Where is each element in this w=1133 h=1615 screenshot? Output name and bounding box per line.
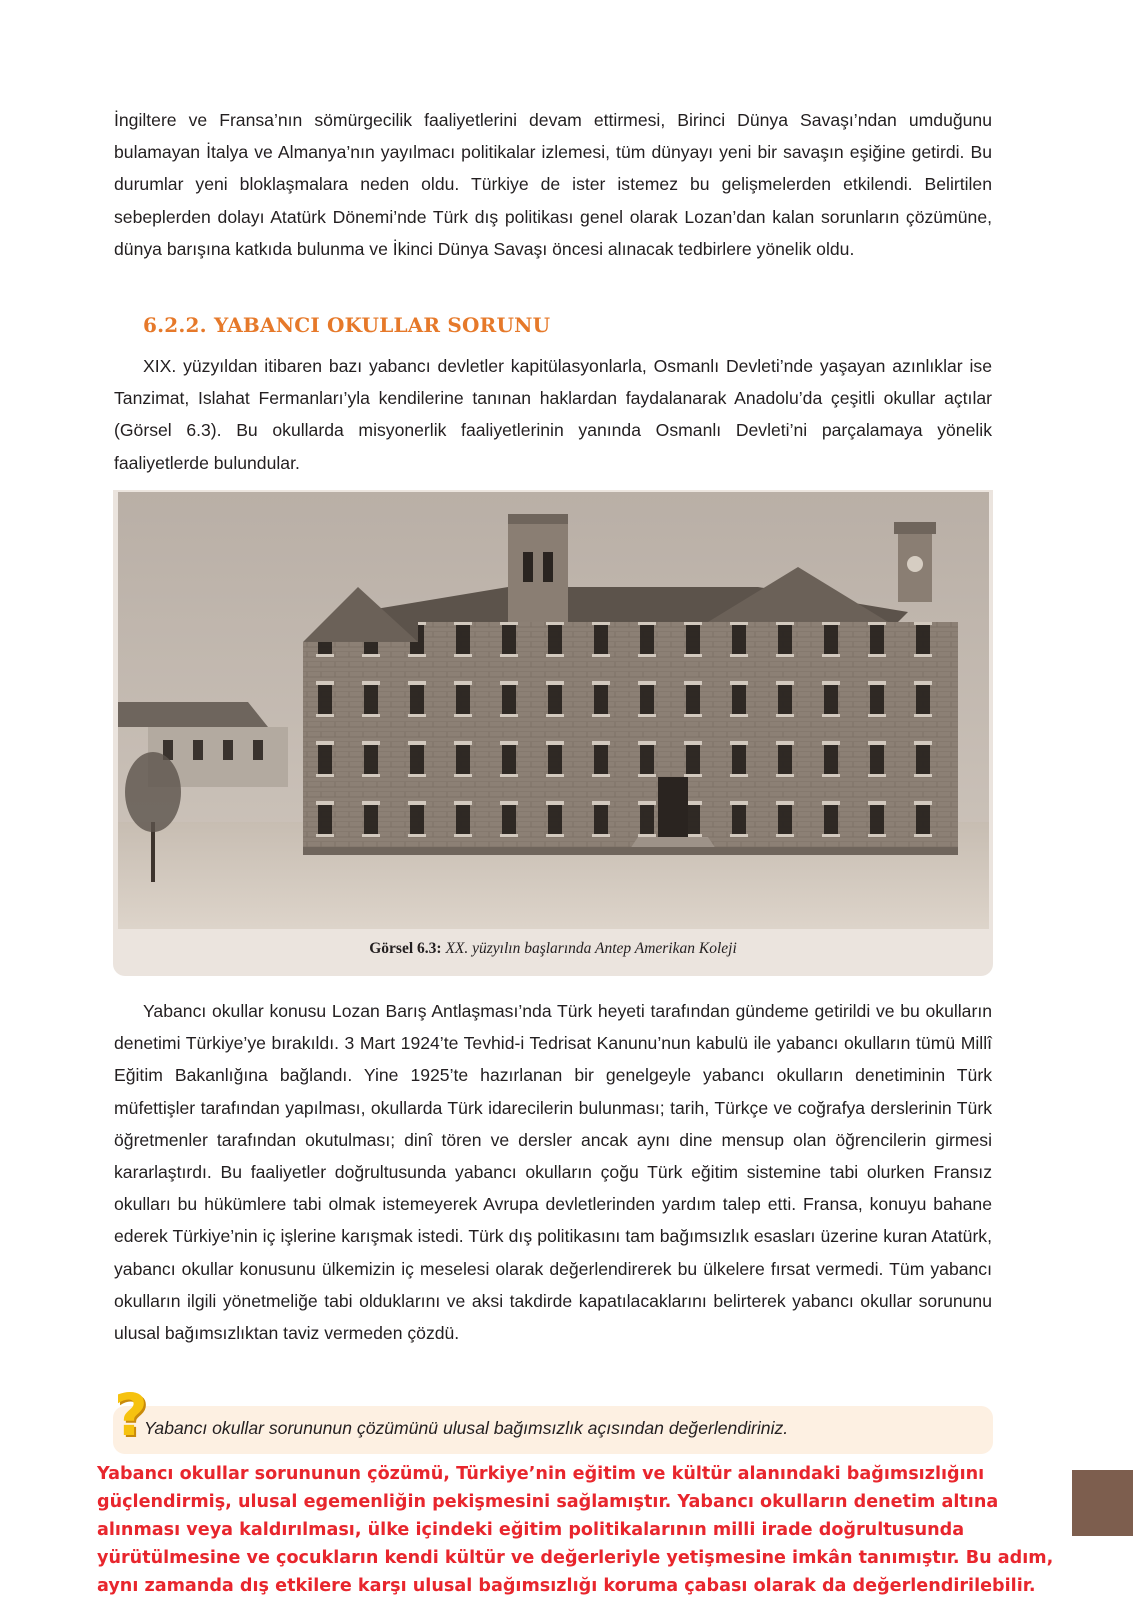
figure-caption-text: XX. yüzyılın başlarında Antep Amerikan Koleji <box>445 940 737 957</box>
question-mark-icon: ? <box>114 1381 148 1449</box>
question-text: Yabancı okullar sorununun çözümünü ulusal bağımsızlık açısından değerlendiriniz. <box>144 1418 789 1438</box>
paragraph-intro: İngiltere ve Fransa’nın sömürgecilik faaliyetlerini devam ettirmesi, Birinci Dünya Savaşı’ndan umduğunu bulamayan İtalya ve Almanya’nın yayılmacı politikalar izlemesi, tüm dünyayı yeni bir savaşın eşiğine getirdi. Bu durumlar yeni bloklaşmalara neden oldu. Türkiye de ister istemez bu gelişmelerden etkilendi. Belirtilen sebeplerden dolayı Atatürk Dönemi’nde Türk dış politikası genel olarak Lozan’dan kalan sorunların çözümüne, dünya barışına katkıda bulunma ve İkinci Dünya Savaşı öncesi alınacak tedbirlere yönelik oldu. <box>114 110 992 259</box>
figure-caption <box>113 940 993 958</box>
answer-text: Yabancı okullar sorununun çözümü, Türkiye’nin eğitim ve kültür alanındaki bağımsızlığını güçlendirmiş, ulusal egemenliğin pekişmesini sağlamıştır. Yabancı okulların denetim altına alınması veya kaldırılması, ülke içindeki eğitim politikalarının milli irade doğrultusunda yürütülmesine ve çocukların kendi kültür ve değerleriyle yetişmesine imkân tanımıştır. Bu adım, aynı zamanda dış etkilere karşı ulusal bağımsızlığı koruma çabası olarak da değerlendirilebilir. <box>97 1464 1054 1596</box>
antep-american-college-photo <box>118 492 989 929</box>
section-heading: 6.2.2. YABANCI OKULLAR SORUNU <box>143 313 551 337</box>
figure-label: Görsel 6.3: <box>369 940 442 957</box>
paragraph-foreign-schools: XIX. yüzyıldan itibaren bazı yabancı devletler kapitülasyonlarla, Osmanlı Devleti’nde yaşayan azınlıklar ise Tanzimat, Islahat Fermanları’yla kendilerine tanınan haklardan faydalanarak Anadolu’da çeşitli okullar açtılar (Görsel 6.3). Bu okullarda misyonerlik faaliyetlerinin yanında Osmanlı Devleti’ni parçalamaya yönelik faaliyetlerde bulundular. <box>114 356 992 473</box>
page-tab <box>1072 1470 1133 1536</box>
paragraph-lausanne-schools: Yabancı okullar konusu Lozan Barış Antlaşması’nda Türk heyeti tarafından gündeme getirildi ve bu okulların denetimi Türkiye’ye bırakıldı. 3 Mart 1924’te Tevhid-i Tedrisat Kanunu’nun kabulü ile yabancı okulların tümü Millî Eğitim Bakanlığına bağlandı. Yine 1925’te hazırlanan bir genelgeyle yabancı okulların denetiminin Türk müfettişler tarafından yapılması, okullarda Türk idarecilerin bulunması; tarih, Türkçe ve coğrafya derslerinin Türk öğretmenler tarafından okutulması; dinî tören ve dersler ancak aynı dine mensup olan öğrencilerin girmesi kararlaştırdı. Bu faaliyetler doğrultusunda yabancı okulların çoğu Türk eğitim sistemine tabi olurken Fransız okulları bu hükümlere tabi olmak istemeyerek Avrupa devletlerinden yardım talep etti. Fransa, konuyu bahane ederek Türkiye’nin iç işlerine karışmak istedi. Türk dış politikasını tam bağımsızlık esasları üzerine kuran Atatürk, yabancı okullar konusunu ülkemizin iç meselesi olarak değerlendirerek bu ülkelere fırsat vermedi. Tüm yabancı okulların ilgili yönetmeliğe tabi olduklarını ve aksi takdirde kapatılacaklarını belirterek yabancı okullar sorununu ulusal bağımsızlıktan taviz vermeden çözdü. <box>114 1001 992 1344</box>
